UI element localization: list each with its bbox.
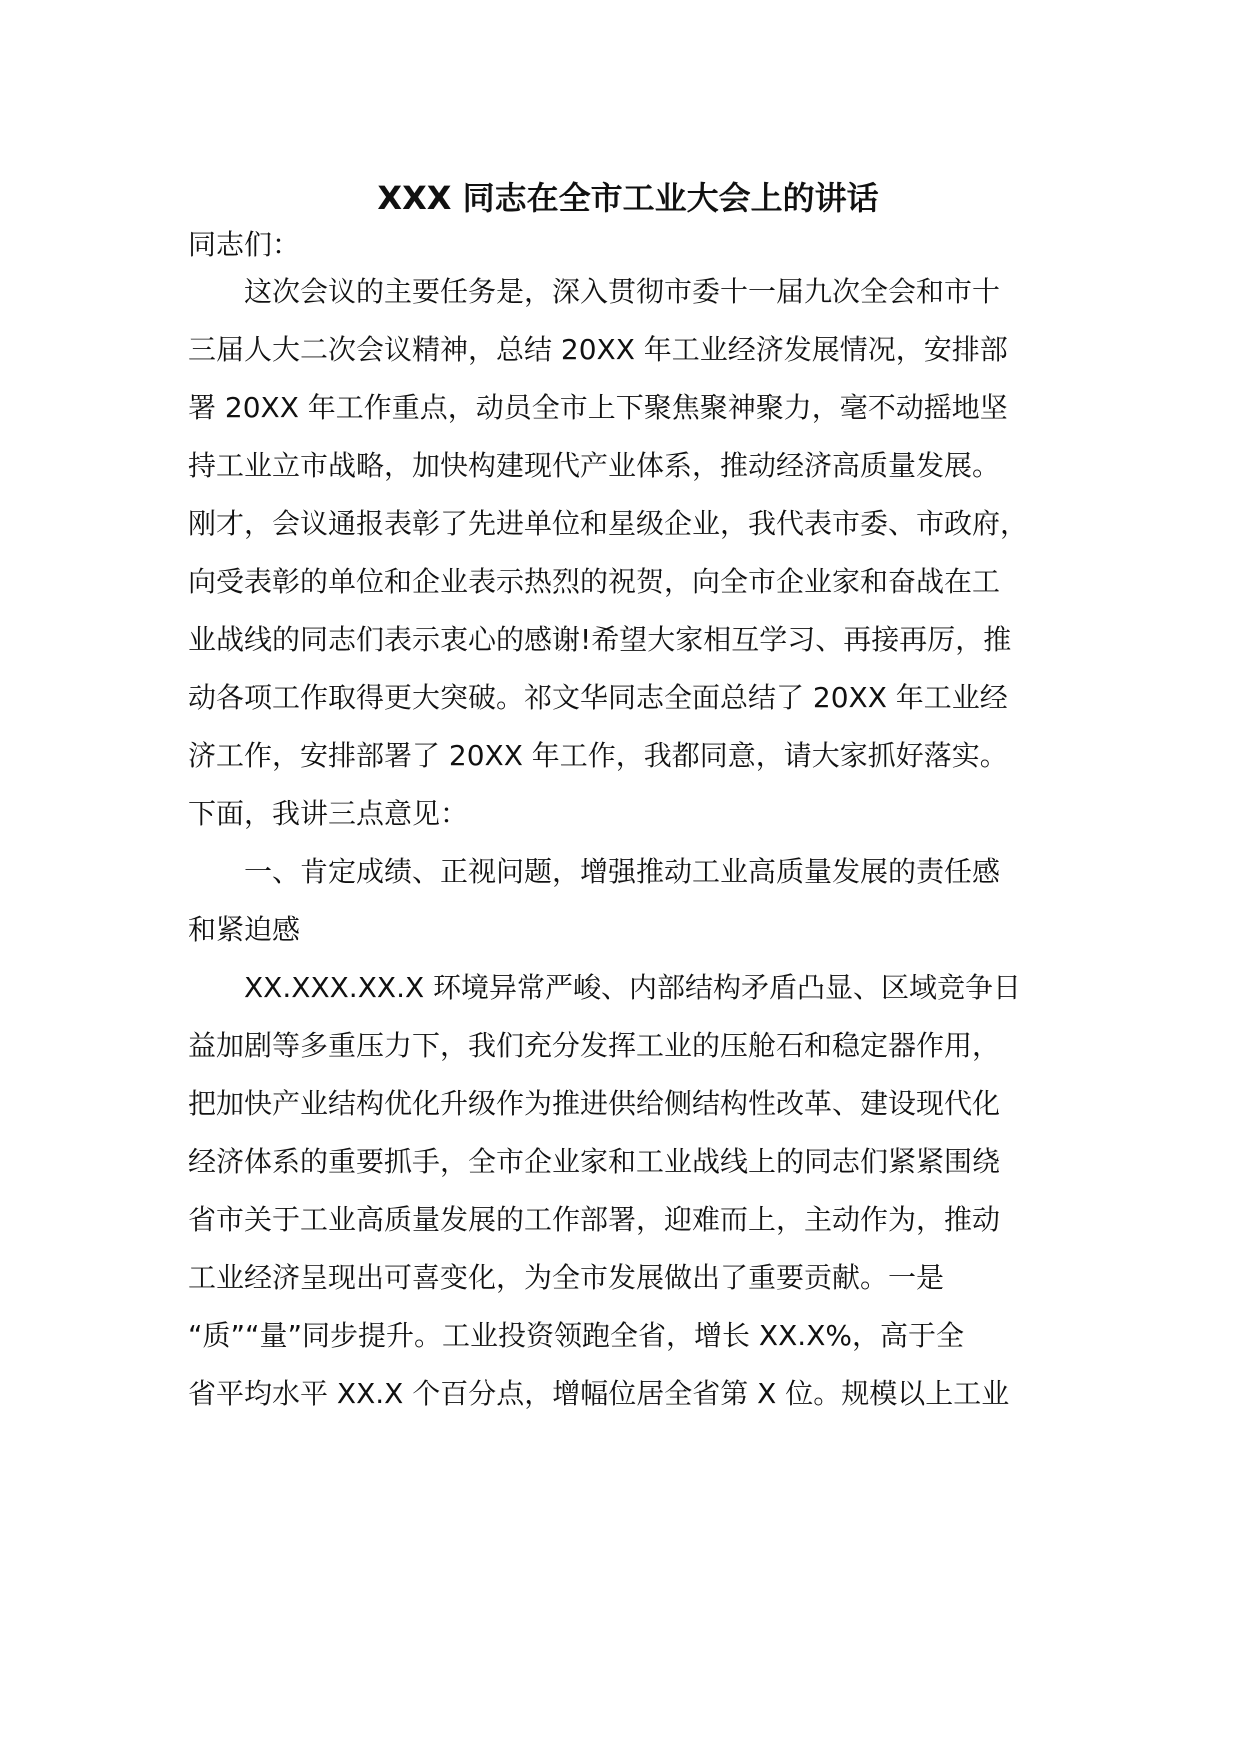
paragraph-line: 经济体系的重要抓手，全市企业家和工业战线上的同志们紧紧围绕 [188, 1145, 1001, 1178]
paragraph-line: 省平均水平 XX.X 个百分点，增幅位居全省第 X 位。规模以上工业 [188, 1377, 1010, 1410]
paragraph-line: 刚才，会议通报表彰了先进单位和星级企业，我代表市委、市政府， [188, 507, 1029, 540]
paragraph-line: 益加剧等多重压力下，我们充分发挥工业的压舱石和稳定器作用， [188, 1029, 1001, 1062]
document-title: XXX 同志在全市工业大会上的讲话 [377, 179, 879, 217]
salutation: 同志们： [188, 228, 301, 261]
paragraph-line: “质”“量”同步提升。工业投资领跑全省，增长 XX.X%，高于全 [188, 1319, 964, 1352]
section-heading-line: 和紧迫感 [188, 913, 301, 946]
document-page [188, 0, 1068, 1754]
paragraph-line: 下面，我讲三点意见： [188, 797, 469, 830]
paragraph-line: 持工业立市战略，加快构建现代产业体系，推动经济高质量发展。 [188, 449, 1001, 482]
paragraph-line: 业战线的同志们表示衷心的感谢!希望大家相互学习、再接再厉，推 [188, 623, 1012, 656]
paragraph-line: 省市关于工业高质量发展的工作部署，迎难而上，主动作为，推动 [188, 1203, 1001, 1236]
paragraph-line: 向受表彰的单位和企业表示热烈的祝贺，向全市企业家和奋战在工 [188, 565, 1001, 598]
paragraph-line: 署 20XX 年工作重点，动员全市上下聚焦聚神聚力，毫不动摇地坚 [188, 391, 1008, 424]
section-heading-line: 一、肯定成绩、正视问题，增强推动工业高质量发展的责任感 [244, 855, 1001, 888]
paragraph-line: 济工作，安排部署了 20XX 年工作，我都同意，请大家抓好落实。 [188, 739, 1008, 772]
paragraph-line: 三届人大二次会议精神，总结 20XX 年工业经济发展情况，安排部 [188, 333, 1008, 366]
paragraph-line: 把加快产业结构优化升级作为推进供给侧结构性改革、建设现代化 [188, 1087, 1001, 1120]
paragraph-line: 这次会议的主要任务是，深入贯彻市委十一届九次全会和市十 [244, 275, 1001, 308]
paragraph-line: 动各项工作取得更大突破。祁文华同志全面总结了 20XX 年工业经 [188, 681, 1008, 714]
paragraph-line: 工业经济呈现出可喜变化，为全市发展做出了重要贡献。一是 [188, 1261, 945, 1294]
paragraph-line: XX.XXX.XX.X 环境异常严峻、内部结构矛盾凸显、区域竞争日 [244, 971, 1022, 1004]
